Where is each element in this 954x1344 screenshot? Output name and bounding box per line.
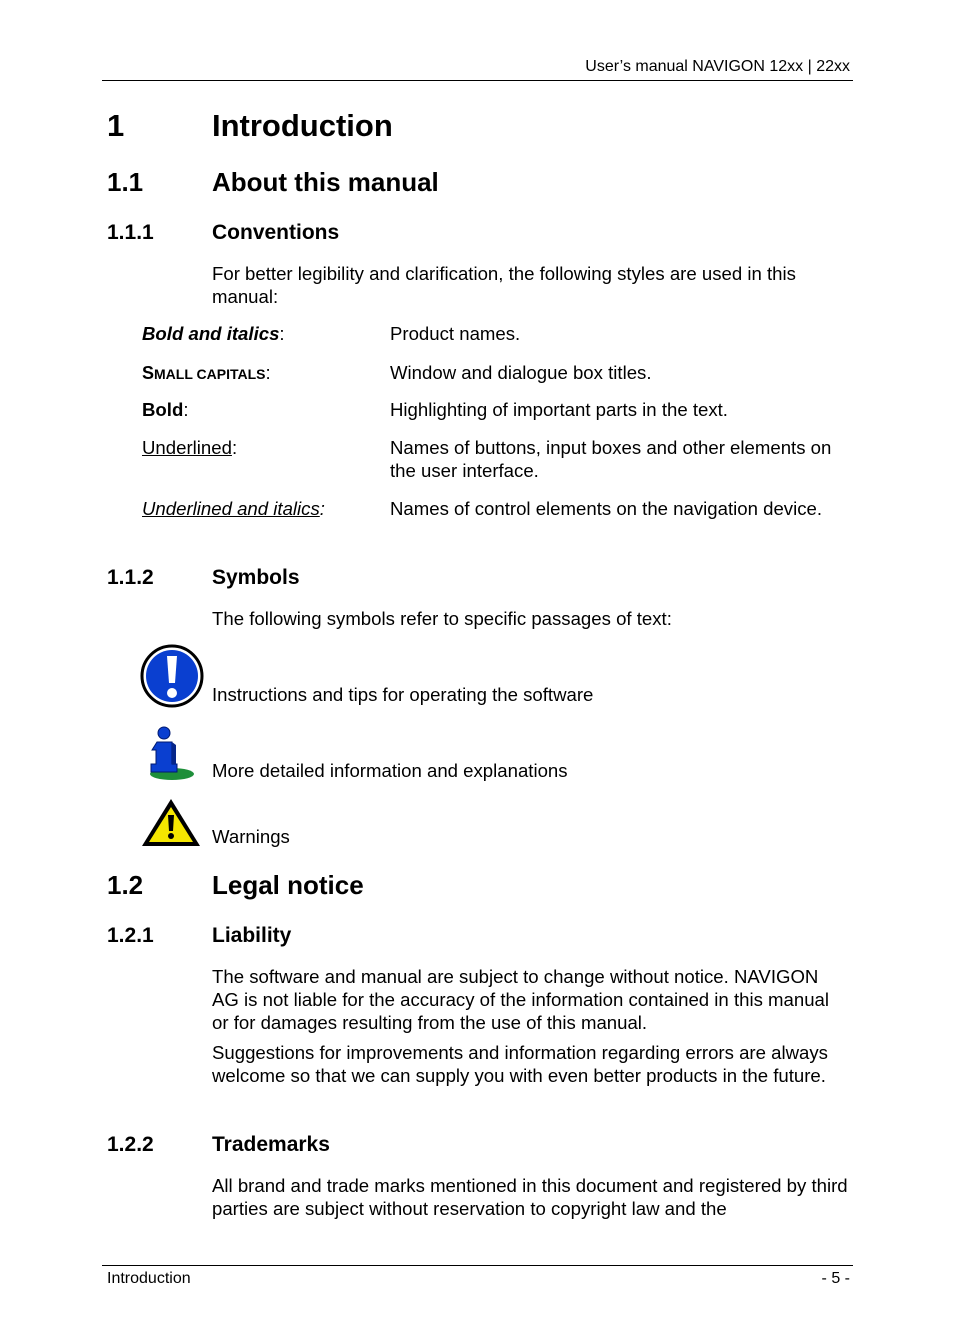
subsection-title: Liability	[212, 924, 292, 947]
page-number: - 5 -	[821, 1270, 850, 1287]
subsection-heading-symbols	[107, 566, 847, 592]
section-number: 1.2	[107, 870, 144, 900]
convention-term-underlined-italics: Underlined and italics:	[142, 498, 325, 519]
symbol-desc: Warnings	[212, 826, 290, 847]
convention-desc: Names of control elements on the navigation device.	[390, 498, 823, 519]
subsection-heading-liability	[107, 924, 847, 950]
conventions-intro: For better legibility and clarification, the following styles are used in this manual:	[212, 263, 796, 307]
convention-term-small-caps: SMALL CAPITALS:	[142, 362, 271, 383]
liability-paragraph-2: Suggestions for improvements and information regarding errors are always welcome so that we can supply you with even better products in the future.	[212, 1042, 828, 1086]
section-heading-1-2	[107, 870, 847, 902]
convention-desc: Window and dialogue box titles.	[390, 362, 652, 383]
footer-chapter: Introduction	[107, 1270, 191, 1287]
chapter-heading	[107, 108, 847, 148]
info-figure-icon	[140, 724, 200, 784]
subsection-title: Symbols	[212, 566, 300, 589]
convention-desc: Names of buttons, input boxes and other elements on the user interface.	[390, 437, 832, 481]
section-heading-1-1	[107, 167, 847, 199]
subsection-number: 1.1.1	[107, 221, 154, 244]
trademarks-paragraph: All brand and trade marks mentioned in this document and registered by third parties are subject without reservation to copyright law and the	[212, 1175, 848, 1219]
subsection-title: Conventions	[212, 221, 340, 244]
liability-paragraph-1: The software and manual are subject to change without notice. NAVIGON AG is not liable for the accuracy of the information contained in this manual or for damages resulting from the use of this manual.	[212, 966, 830, 1033]
exclamation-icon	[140, 644, 204, 708]
symbol-desc: Instructions and tips for operating the software	[212, 684, 594, 705]
subsection-heading-conventions	[107, 221, 847, 247]
convention-desc: Highlighting of important parts in the text.	[390, 399, 728, 420]
subsection-title: Trademarks	[212, 1133, 330, 1156]
footer-rule	[102, 1265, 853, 1266]
convention-term-bold: Bold:	[142, 399, 189, 420]
chapter-number: 1	[107, 108, 125, 143]
subsection-number: 1.2.2	[107, 1133, 154, 1156]
subsection-number: 1.1.2	[107, 566, 154, 589]
symbols-intro: The following symbols refer to specific passages of text:	[212, 608, 672, 629]
section-number: 1.1	[107, 167, 144, 197]
subsection-number: 1.2.1	[107, 924, 154, 947]
convention-term-bold-italics: Bold and italics:	[142, 323, 285, 344]
convention-term-underlined: Underlined:	[142, 437, 238, 458]
symbol-desc: More detailed information and explanations	[212, 760, 568, 781]
convention-desc: Product names.	[390, 323, 521, 344]
header-rule	[102, 80, 853, 81]
chapter-title: Introduction	[212, 108, 393, 143]
section-title: About this manual	[212, 167, 439, 197]
subsection-heading-trademarks	[107, 1133, 847, 1159]
warning-icon	[140, 797, 202, 849]
section-title: Legal notice	[212, 870, 364, 900]
running-header: User’s manual NAVIGON 12xx | 22xx	[585, 58, 850, 75]
